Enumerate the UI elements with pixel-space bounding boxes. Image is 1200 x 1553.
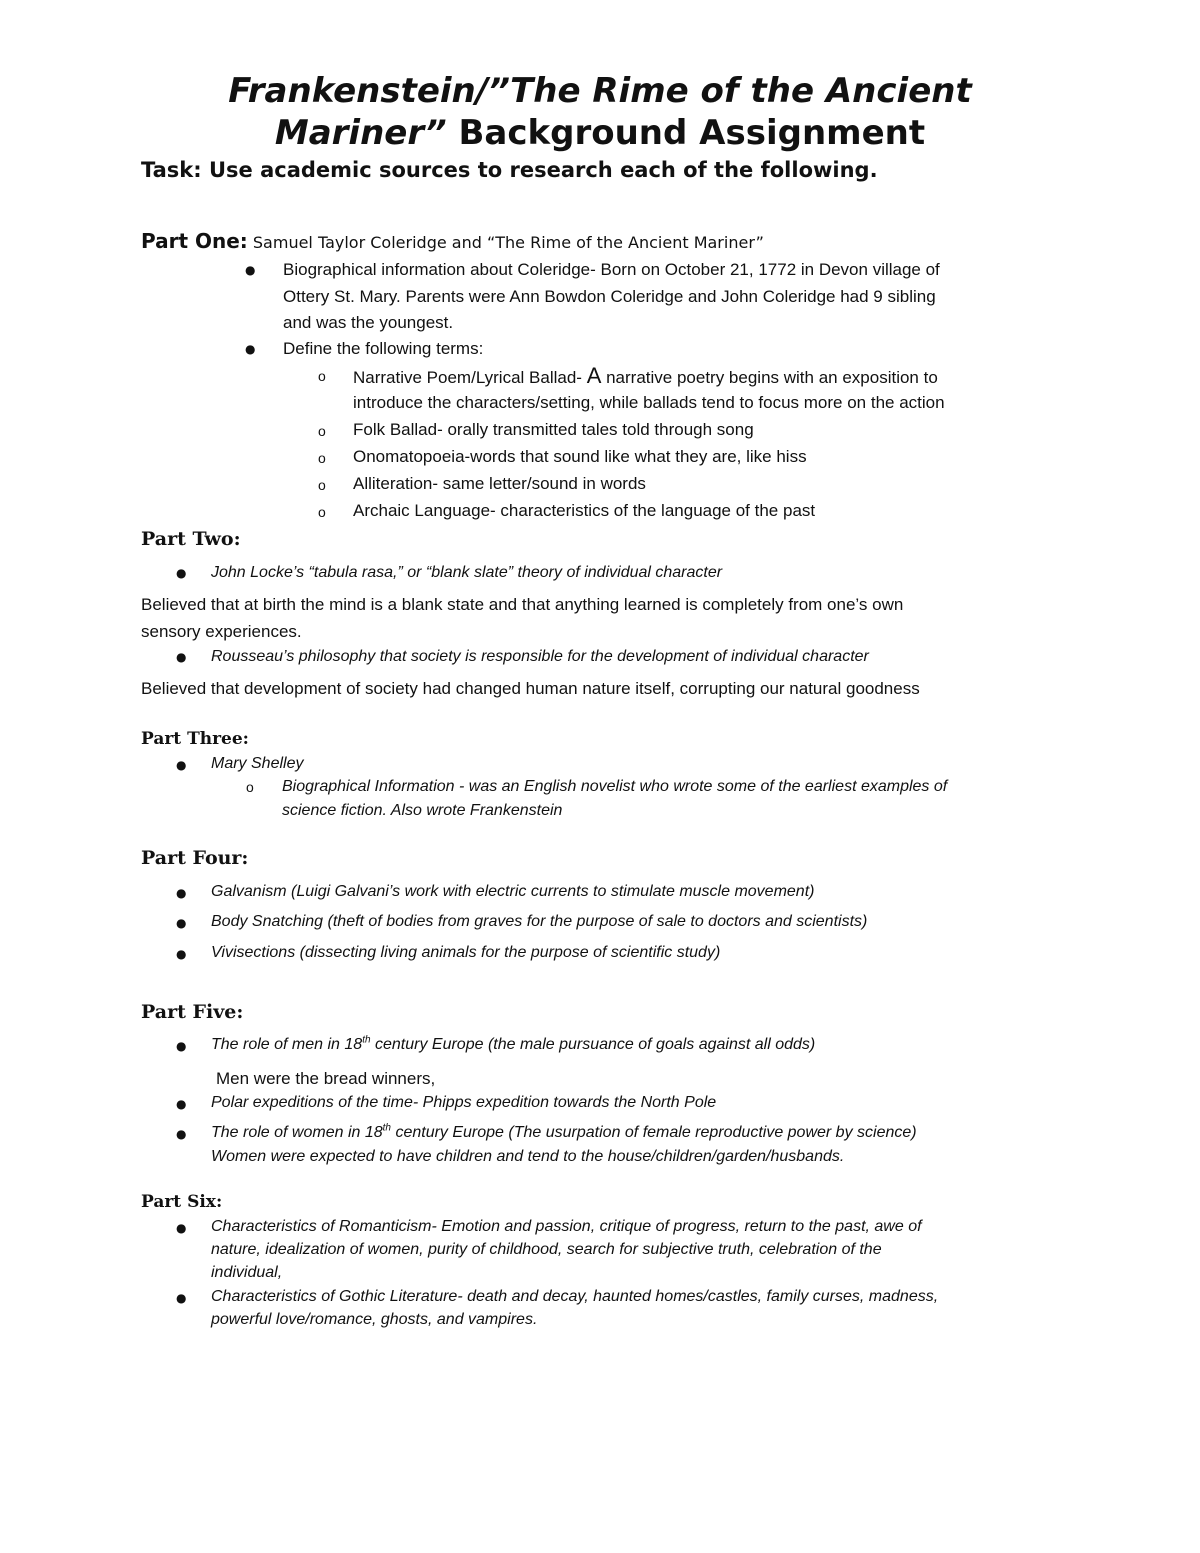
polar-expeditions-bullet: Polar expeditions of the time- Phipps expedition towards the North Pole	[211, 1094, 717, 1111]
role-of-men-bullet	[211, 1033, 815, 1057]
locke-bullet: John Locke’s “tabula rasa,” or “blank slate” theory of individual character	[211, 564, 723, 581]
task-instruction: Task: Use academic sources to research each of the following.	[141, 158, 878, 182]
role-of-women-b: century Europe (The usurpation of female reproductive power by science)	[391, 1124, 917, 1141]
term-narrative-b: A	[586, 363, 602, 388]
term-narrative-a: Narrative Poem/Lyrical Ballad-	[353, 368, 587, 387]
bullet-icon: ●	[176, 1127, 187, 1141]
bullet-icon: ●	[176, 1221, 187, 1235]
locke-paragraph-line-1: Believed that at birth the mind is a blank state and that anything learned is completely from one’s own	[141, 595, 904, 614]
term-onomatopoeia: Onomatopoeia-words that sound like what they are, like hiss	[353, 447, 807, 466]
term-narrative-poem	[353, 363, 938, 391]
term-narrative-line-2: introduce the characters/setting, while ballads tend to focus more on the action	[353, 393, 945, 412]
shelley-bio-line-2: science fiction. Also wrote Frankenstein	[282, 802, 563, 819]
document-title-line-1	[100, 70, 1100, 112]
gothic-line-2: powerful love/romance, ghosts, and vampires.	[211, 1311, 538, 1328]
body-snatching-bullet: Body Snatching (theft of bodies from graves for the purpose of sale to doctors and scientists)	[211, 913, 868, 930]
title-italic-1: Frankenstein/”The Rime of the Ancient	[228, 71, 972, 111]
circle-bullet-icon: o	[318, 450, 326, 466]
title-italic-2: Mariner”	[274, 113, 447, 153]
bullet-icon: ●	[176, 916, 187, 930]
bullet-icon: ●	[245, 342, 256, 356]
locke-paragraph-line-2: sensory experiences.	[141, 622, 302, 641]
part-three-heading: Part Three:	[141, 729, 249, 749]
role-of-women-a: The role of women in 18	[211, 1124, 383, 1141]
role-of-women-sup: th	[382, 1122, 391, 1134]
rousseau-paragraph: Believed that development of society had changed human nature itself, corrupting our natural goodness	[141, 679, 920, 698]
bio-line-2: Ottery St. Mary. Parents were Ann Bowdon Coleridge and John Coleridge had 9 sibling	[283, 287, 936, 306]
role-of-men-b: century Europe (the male pursuance of goals against all odds)	[370, 1036, 816, 1053]
bullet-icon: ●	[176, 1039, 187, 1053]
bullet-icon: ●	[245, 263, 256, 277]
define-terms: Define the following terms:	[283, 339, 484, 358]
men-bread-winners: Men were the bread winners,	[216, 1069, 436, 1088]
role-of-men-a: The role of men in 18	[211, 1036, 363, 1053]
romanticism-line-1: Characteristics of Romanticism- Emotion and passion, critique of progress, return to the past, awe of	[211, 1218, 922, 1235]
circle-bullet-icon: o	[318, 477, 326, 493]
romanticism-line-3: individual,	[211, 1264, 283, 1281]
bullet-icon: ●	[176, 1097, 187, 1111]
term-alliteration: Alliteration- same letter/sound in words	[353, 474, 646, 493]
part-four-heading: Part Four:	[141, 847, 249, 869]
role-of-men-sup: th	[362, 1034, 371, 1046]
document-title-line-2	[100, 112, 1100, 154]
term-archaic-language: Archaic Language- characteristics of the language of the past	[353, 501, 816, 520]
term-narrative-c: narrative poetry begins with an exposition to	[601, 368, 938, 387]
gothic-line-1: Characteristics of Gothic Literature- death and decay, haunted homes/castles, family curses, madness,	[211, 1288, 939, 1305]
bullet-icon: ●	[176, 758, 187, 772]
vivisections-bullet: Vivisections (dissecting living animals for the purpose of scientific study)	[211, 944, 721, 961]
part-one-label: Part One:	[141, 229, 248, 253]
part-one-heading	[141, 229, 764, 253]
part-one-subject: Samuel Taylor Coleridge and “The Rime of the Ancient Mariner”	[247, 233, 764, 252]
bullet-icon: ●	[176, 1291, 187, 1305]
rousseau-bullet: Rousseau’s philosophy that society is responsible for the development of individual character	[211, 648, 869, 665]
role-of-women-line-2: Women were expected to have children and tend to the house/children/garden/husbands.	[211, 1148, 845, 1165]
bullet-icon: ●	[176, 886, 187, 900]
term-folk-ballad: Folk Ballad- orally transmitted tales told through song	[353, 420, 754, 439]
galvanism-bullet: Galvanism (Luigi Galvani’s work with electric currents to stimulate muscle movement)	[211, 883, 815, 900]
title-rest: Background Assignment	[446, 113, 926, 153]
part-six-heading: Part Six:	[141, 1192, 223, 1212]
shelley-bio-line-1: Biographical Information - was an English novelist who wrote some of the earliest examples of	[282, 778, 948, 795]
bullet-icon: ●	[176, 650, 187, 664]
circle-bullet-icon: o	[246, 779, 254, 795]
circle-bullet-icon: o	[318, 423, 326, 439]
mary-shelley-bullet: Mary Shelley	[211, 755, 304, 772]
bullet-icon: ●	[176, 947, 187, 961]
part-two-heading: Part Two:	[141, 528, 241, 550]
circle-bullet-icon: o	[318, 368, 326, 384]
bio-line-3: and was the youngest.	[283, 313, 454, 332]
bio-line-1: Biographical information about Coleridge- Born on October 21, 1772 in Devon village of	[283, 260, 940, 279]
part-five-heading: Part Five:	[141, 1001, 244, 1023]
circle-bullet-icon: o	[318, 504, 326, 520]
bullet-icon: ●	[176, 566, 187, 580]
role-of-women-bullet	[211, 1121, 917, 1145]
romanticism-line-2: nature, idealization of women, purity of childhood, search for subjective truth, celebration of the	[211, 1241, 882, 1258]
